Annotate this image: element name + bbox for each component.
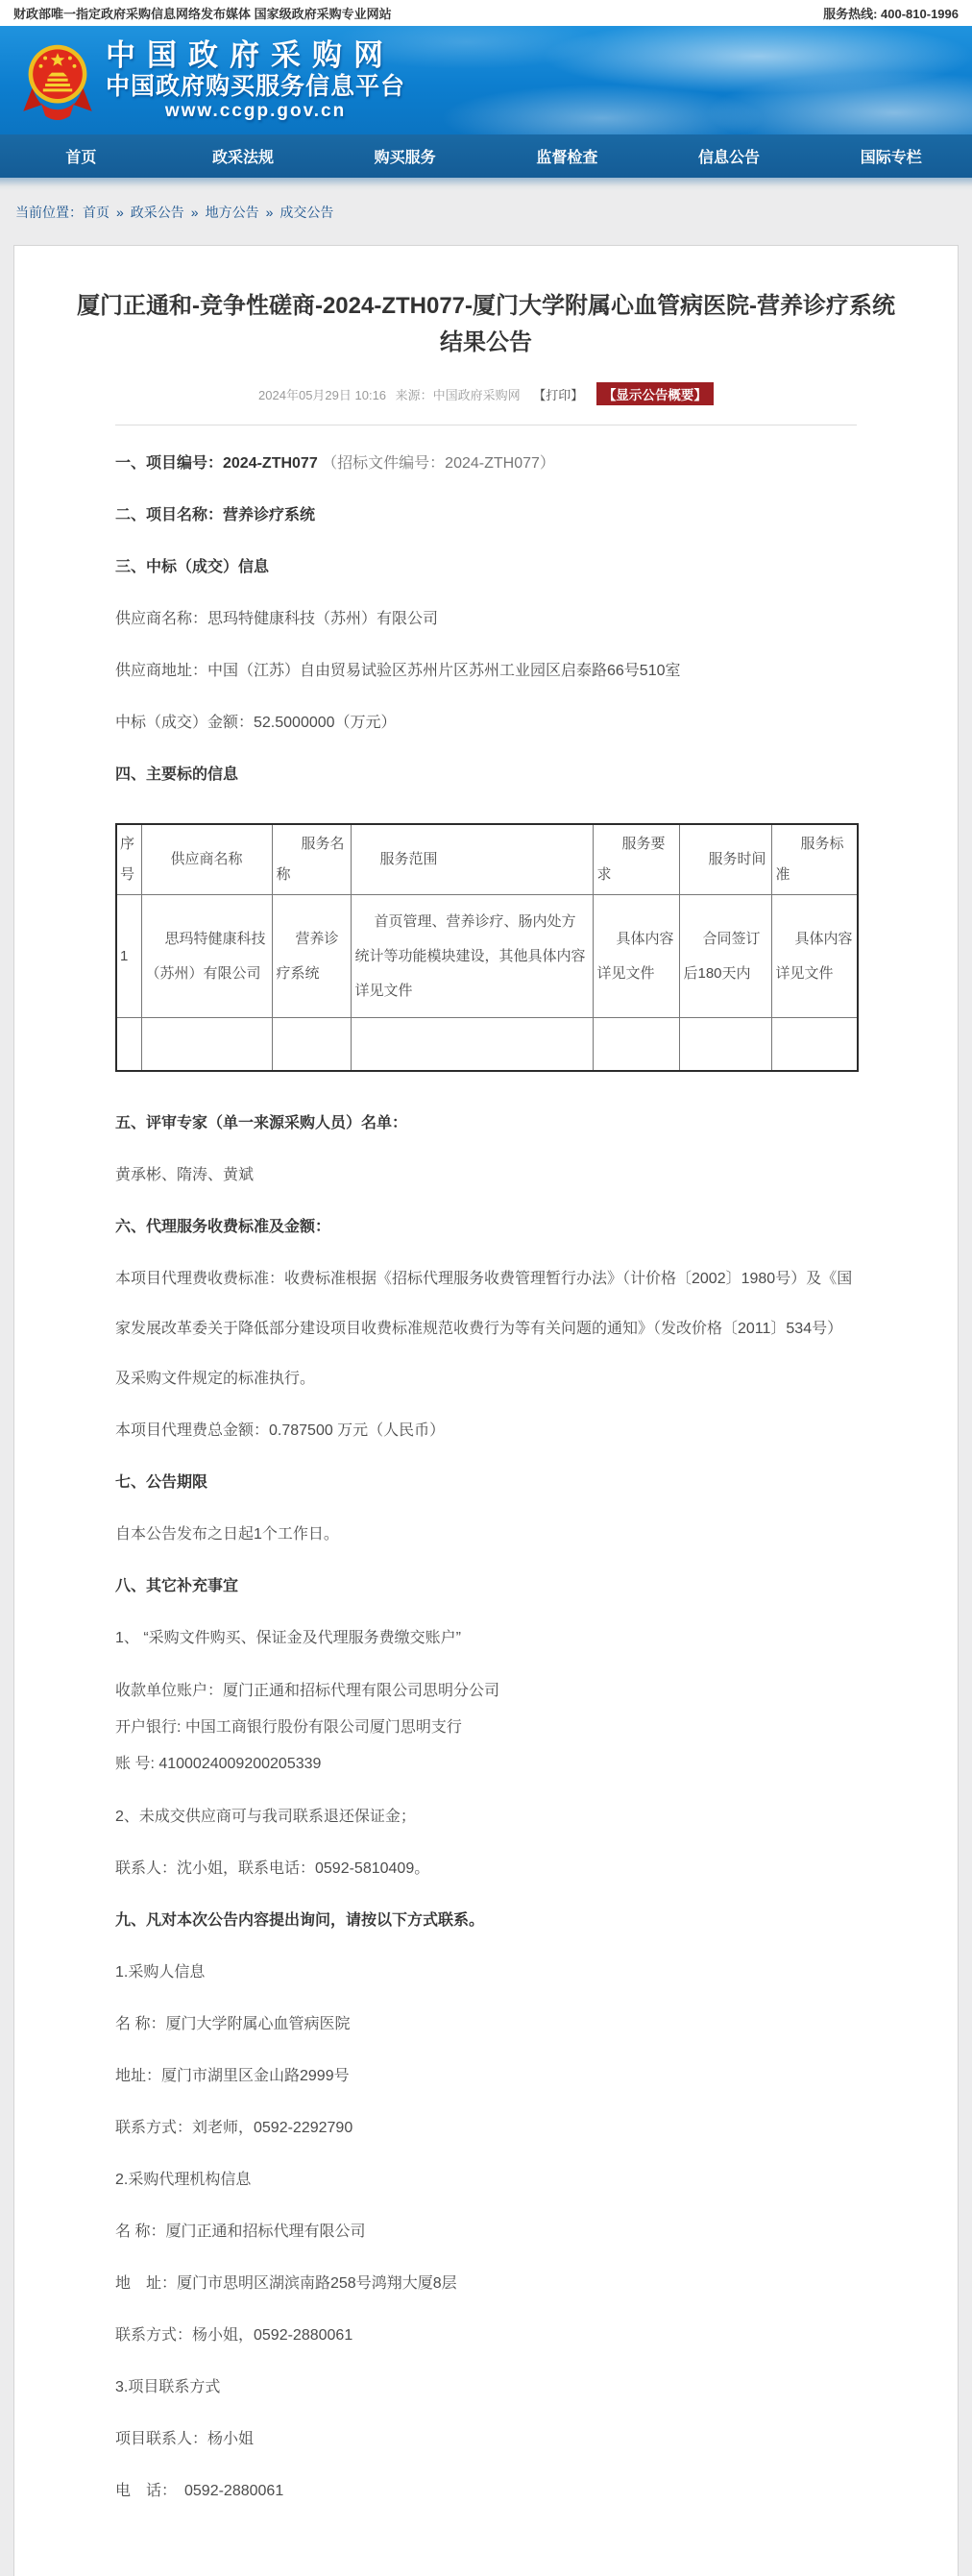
payee-account-name: 收款单位账户：厦门正通和招标代理有限公司思明分公司 <box>115 1682 500 1699</box>
table-header-row <box>116 824 858 895</box>
table-cell <box>771 1018 858 1071</box>
top-utility-bar <box>0 0 972 26</box>
platform-name: 中国政府购买服务信息平台 <box>106 72 406 100</box>
breadcrumb <box>0 191 972 245</box>
agency-contact: 联系方式：杨小姐，0592-2880061 <box>115 2326 353 2344</box>
breadcrumb-procurement-announcements[interactable]: 政采公告 <box>130 205 184 220</box>
breadcrumb-separator: » <box>190 205 199 220</box>
publish-datetime: 2024年05月29日 10:16 <box>258 388 387 402</box>
breadcrumb-prefix: 当前位置： <box>15 205 83 220</box>
main-nav <box>0 134 972 178</box>
article-card <box>13 245 959 2576</box>
nav-item-announcements[interactable]: 信息公告 <box>698 150 761 166</box>
col-header-supplier: 供应商名称 <box>141 824 272 895</box>
table-cell: 具体内容详见文件 <box>771 895 858 1018</box>
supplier-address-line: 供应商地址：中国（江苏）自由贸易试验区苏州片区苏州工业园区启泰路66号510室 <box>115 663 681 679</box>
supplement-item-2: 2、未成交供应商可与我司联系退还保证金； <box>115 1808 416 1825</box>
award-amount-line: 中标（成交）金额：52.5000000（万元） <box>115 715 397 731</box>
buyer-contact: 联系方式：刘老师，0592-2292790 <box>115 2119 353 2136</box>
nav-item-purchase-services[interactable]: 购买服务 <box>374 150 436 166</box>
table-cell: 思玛特健康科技（苏州）有限公司 <box>141 895 272 1018</box>
national-emblem-icon <box>21 38 94 123</box>
agency-fee-standard: 本项目代理费收费标准：收费标准根据《招标代理服务收费管理暂行办法》（计价格〔2002〕1980号）及《国家发展改革委关于降低部分建设项目收费标准规范收费行为等有关问题的通知》（发改价格〔2011〕534号）及采购文件规定的标准执行。 <box>115 1270 853 1387</box>
nav-item-home[interactable]: 首页 <box>65 150 97 166</box>
table-cell <box>141 1018 272 1071</box>
article-body <box>115 425 857 2516</box>
section-5-heading: 五、评审专家（单一来源采购人员）名单： <box>115 1114 408 1131</box>
table-cell <box>679 1018 771 1071</box>
section-2-heading: 二、项目名称：营养诊疗系统 <box>115 507 316 523</box>
project-contact-phone: 电 话： 0592-2880061 <box>115 2482 284 2499</box>
site-url-link[interactable]: www.ccgp.gov.cn <box>164 100 347 121</box>
table-cell: 营养诊疗系统 <box>272 895 351 1018</box>
section-8-heading: 八、其它补充事宜 <box>115 1577 239 1594</box>
print-button[interactable]: 【打印】 <box>533 388 584 402</box>
table-cell: 首页管理、营养诊疗、肠内处方统计等功能模块建设，其他具体内容详见文件 <box>351 895 593 1018</box>
section-7-heading: 七、公告期限 <box>115 1473 208 1491</box>
breadcrumb-award-announcements[interactable]: 成交公告 <box>279 205 334 220</box>
account-number: 账 号: 4100024009200205339 <box>115 1755 322 1772</box>
col-header-service-requirement: 服务要求 <box>593 824 679 895</box>
agency-info-title: 2.采购代理机构信息 <box>115 2171 252 2188</box>
table-row <box>116 895 858 1018</box>
col-header-seq: 序号 <box>116 824 141 895</box>
table-cell: 具体内容详见文件 <box>593 895 679 1018</box>
announcement-period: 自本公告发布之日起1个工作日。 <box>115 1525 339 1543</box>
deposit-contact: 联系人：沈小姐，联系电话：0592-5810409。 <box>115 1859 430 1877</box>
site-name[interactable]: 中国政府采购网 <box>106 37 395 72</box>
table-cell <box>593 1018 679 1071</box>
table-row-empty <box>116 1018 858 1071</box>
nav-item-international[interactable]: 国际专栏 <box>860 150 922 166</box>
service-hotline: 服务热线: 400-810-1996 <box>823 7 959 21</box>
show-summary-button[interactable]: 【显示公告概要】 <box>596 382 714 405</box>
section-6-heading: 六、代理服务收费标准及金额： <box>115 1218 331 1235</box>
table-cell: 1 <box>116 895 141 1018</box>
breadcrumb-home[interactable]: 首页 <box>83 205 109 220</box>
table-cell <box>351 1018 593 1071</box>
col-header-service-standard: 服务标准 <box>771 824 858 895</box>
bank-account-block <box>115 1673 857 1783</box>
buyer-address: 地址：厦门市湖里区金山路2999号 <box>115 2067 350 2084</box>
table-cell <box>116 1018 141 1071</box>
site-logo-text <box>106 39 405 122</box>
project-contact-title: 3.项目联系方式 <box>115 2378 221 2395</box>
site-banner <box>0 26 972 134</box>
col-header-service-scope: 服务范围 <box>351 824 593 895</box>
bank-name: 开户银行: 中国工商银行股份有限公司厦门思明支行 <box>115 1718 462 1736</box>
breadcrumb-local-announcements[interactable]: 地方公告 <box>205 205 259 220</box>
supplement-item-1: 1、 “采购文件购买、保证金及代理服务费缴交账户” <box>115 1629 462 1646</box>
buyer-info-title: 1.采购人信息 <box>115 1963 206 1981</box>
experts-list: 黄承彬、隋涛、黄斌 <box>115 1166 255 1183</box>
breadcrumb-separator: » <box>265 205 274 220</box>
supplier-name-line: 供应商名称：思玛特健康科技（苏州）有限公司 <box>115 611 439 627</box>
agency-address: 地 址：厦门市思明区湖滨南路258号鸿翔大厦8层 <box>115 2274 457 2292</box>
project-contact-person: 项目联系人：杨小姐 <box>115 2430 255 2447</box>
award-items-table <box>115 823 859 1072</box>
section-9-heading: 九、凡对本次公告内容提出询问，请按以下方式联系。 <box>115 1911 485 1929</box>
nav-gradient-strip <box>0 178 972 191</box>
section-3-heading: 三、中标（成交）信息 <box>115 559 270 575</box>
page-title: 厦门正通和-竞争性磋商-2024-ZTH077-厦门大学附属心血管病医院-营养诊疗系统结果公告 <box>76 293 896 355</box>
section-1-heading: 一、项目编号：2024-ZTH077 （招标文件编号：2024-ZTH077） <box>115 455 555 472</box>
article-meta <box>14 382 958 405</box>
agency-fee-total: 本项目代理费总金额：0.787500 万元（人民币） <box>115 1422 446 1439</box>
section-4-heading: 四、主要标的信息 <box>115 766 239 783</box>
nav-item-regulations[interactable]: 政采法规 <box>212 150 275 166</box>
agency-name: 名 称：厦门正通和招标代理有限公司 <box>115 2223 366 2240</box>
article-source: 来源：中国政府采购网 <box>395 388 521 402</box>
col-header-service-name: 服务名称 <box>272 824 351 895</box>
site-slogan: 财政部唯一指定政府采购信息网络发布媒体 国家级政府采购专业网站 <box>13 7 392 21</box>
col-header-service-time: 服务时间 <box>679 824 771 895</box>
table-cell: 合同签订后180天内 <box>679 895 771 1018</box>
nav-item-supervision[interactable]: 监督检查 <box>536 150 598 166</box>
buyer-name: 名 称：厦门大学附属心血管病医院 <box>115 2015 351 2032</box>
table-cell <box>272 1018 351 1071</box>
breadcrumb-separator: » <box>116 205 124 220</box>
